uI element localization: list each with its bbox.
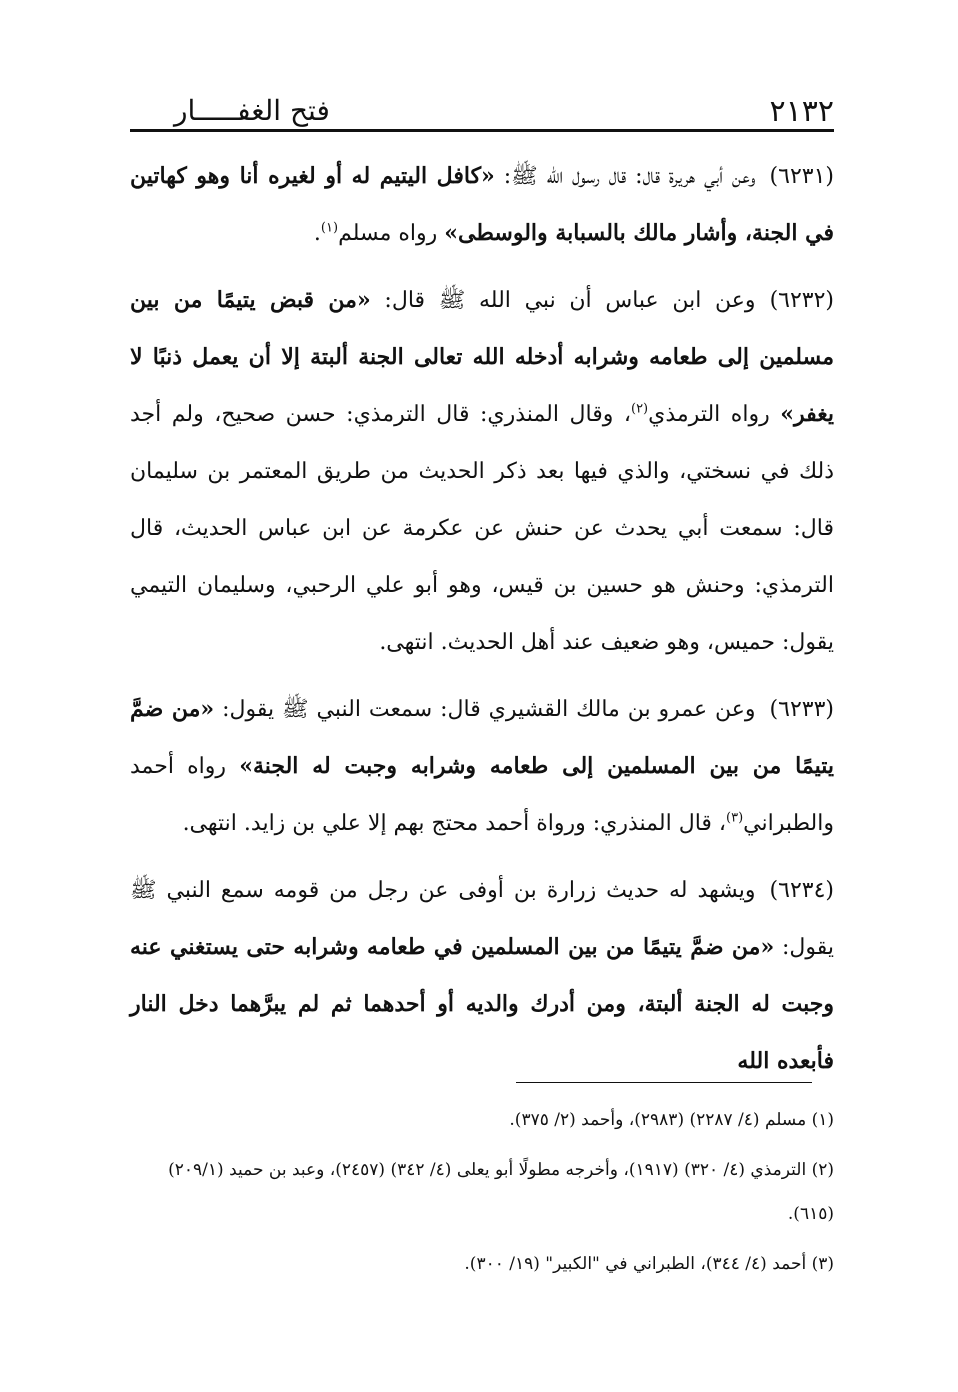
hadith-quote: «كافل اليتيم له أو لغيره أنا وهو كهاتين في الجنة، وأشار مالك بالسبابة والوسطى» bbox=[130, 163, 834, 246]
hadith-tail: رواه أحمد والطبراني bbox=[130, 754, 834, 836]
hadith-paragraph bbox=[130, 272, 834, 671]
hadith-number: (٦٢٣٤) bbox=[769, 878, 834, 903]
hadith-quote: «من قبض يتيمًا من بين مسلمين إلى طعامه وشرابه أدخله الله تعالى الجنة ألبتة إلا أن يعمل ذنبًا لا يغفر» bbox=[130, 287, 834, 427]
hadith-number: (٦٢٣٢) bbox=[769, 288, 835, 313]
footnote-ref: (٢) bbox=[630, 401, 649, 417]
page-header bbox=[130, 90, 834, 132]
footnotes bbox=[130, 1098, 834, 1292]
hadith-quote: «من ضمَّ يتيمًا من بين المسلمين إلى طعامه وشرابه وجبت له الجنة» bbox=[130, 696, 834, 779]
hadith-quote: «من ضمَّ يتيمًا من بين المسلمين في طعامه وشرابه حتى يستغني عنه وجبت له الجنة ألبتة، ومن أدرك والديه أو أحدهما ثم لم يبرَّهما دخل النار فأبعده الله bbox=[130, 934, 834, 1074]
hadith-paragraph bbox=[130, 148, 834, 262]
footnote-ref: (٣) bbox=[726, 810, 744, 826]
footnote: (٣) أحمد (٤/ ٣٤٤)، الطبراني في "الكبير" (١٩/ ٣٠٠). bbox=[464, 1254, 834, 1274]
footnote: (٢) الترمذي (٤/ ٣٢٠) (١٩١٧)، وأخرجه مطولًا أبو يعلى (٤/ ٣٤٢) (٢٤٥٧)، وعبد بن حميد (٢٠٩/١) (٦١٥). bbox=[168, 1160, 834, 1224]
hadith-tail: رواه الترمذي bbox=[648, 402, 781, 427]
hadith-lead: ويشهد له حديث زرارة بن أوفى عن رجل من قومه سمع النبي ﷺ يقول: bbox=[130, 878, 834, 960]
page-number: ٢١٣٢ bbox=[769, 94, 834, 129]
footnote-rule bbox=[516, 1082, 812, 1083]
hadith-number: (٦٢٣١) bbox=[769, 164, 834, 189]
hadith-lead: وعن أبي هريرة قال: قال رسول الله ﷺ: bbox=[494, 164, 756, 189]
hadith-lead: وعن ابن عباس أن نبي الله ﷺ قال: bbox=[370, 288, 756, 313]
header-rule bbox=[130, 129, 834, 132]
hadith-end: ، قال المنذري: ورواة أحمد محتج بهم إلا علي بن زايد. انتهى. bbox=[182, 811, 727, 836]
hadith-paragraph bbox=[130, 681, 834, 852]
hadith-number: (٦٢٣٣) bbox=[769, 697, 834, 722]
hadith-end: ، وقال المنذري: قال الترمذي: حسن صحيح، ولم أجد ذلك في نسختي، والذي فيها بعد ذكر الحديث من طريق المعتمر بن سليمان قال: سمعت أبي يحدث عن حنش عن عكرمة عن ابن عباس الحديث، قال الترمذي: وحنش هو حسين بن قيس، وهو أبو علي الرحبي، وسليمان التيمي يقول: حميس، وهو ضعيف عند أهل الحديث. انتهى. bbox=[130, 402, 834, 655]
footnote: (١) مسلم (٤/ ٢٢٨٧) (٢٩٨٣)، وأحمد (٢/ ٣٧٥). bbox=[509, 1110, 834, 1130]
body-text bbox=[130, 148, 834, 1100]
hadith-lead: وعن عمرو بن مالك القشيري قال: سمعت النبي ﷺ يقول: bbox=[214, 697, 756, 722]
hadith-end: . bbox=[313, 221, 321, 246]
hadith-paragraph bbox=[130, 862, 834, 1090]
hadith-tail: رواه مسلم bbox=[338, 221, 445, 246]
book-title: فتح الغفـــــار bbox=[174, 94, 330, 127]
footnote-ref: (١) bbox=[320, 220, 339, 236]
